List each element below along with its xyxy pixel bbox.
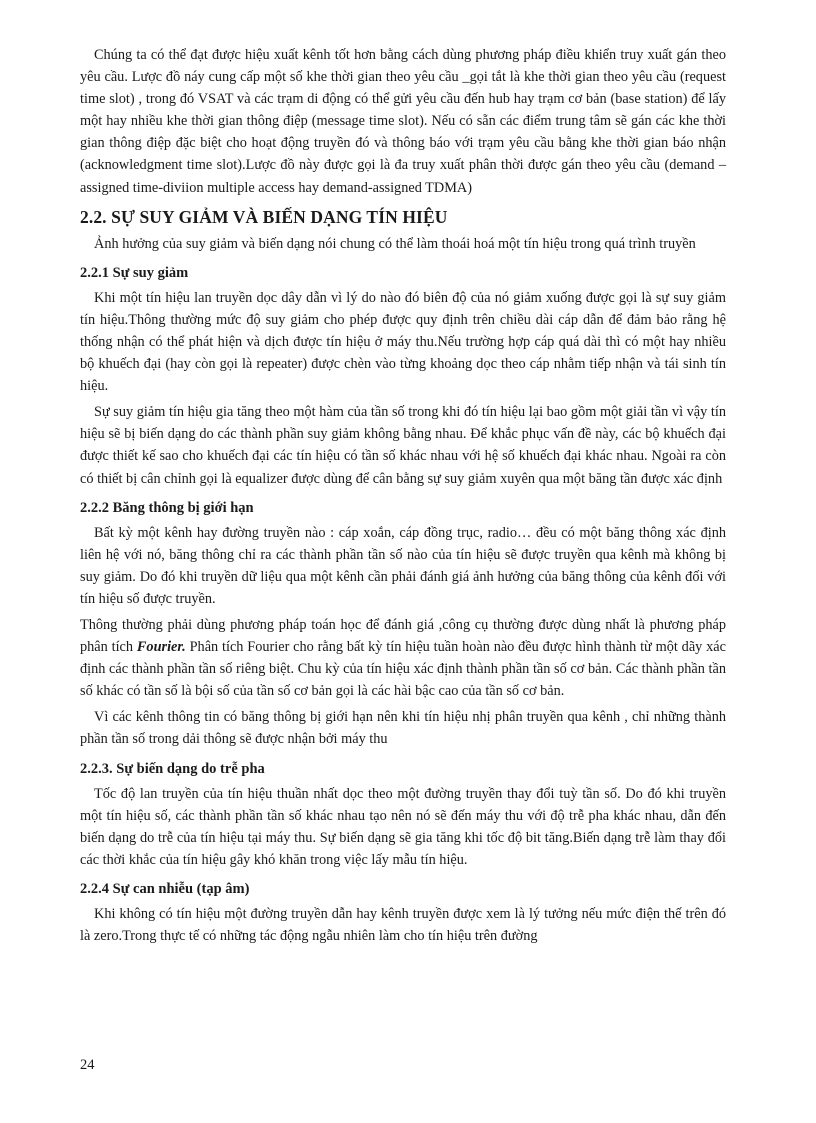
subsection-2-2-4-paragraph: Khi không có tín hiệu một đường truyền dẫn hay kênh truyền được xem là lý tưởng nếu mức điện thế trên đó là zero.Trong thực tế có những tác động ngẫu nhiên làm cho tín hiệu trên đường bbox=[80, 905, 726, 944]
subsection-heading-2-2-1: 2.2.1 Sự suy giảm bbox=[80, 264, 189, 281]
subsection-2-2-1-paragraph-2: Sự suy giảm tín hiệu gia tăng theo một hàm của tần số trong khi đó tín hiệu lại bao gồm một giải tần vì vậy tín hiệu sẽ bị biến dạng do các thành phần suy giảm không bằng nhau. Để khắc phục vấn đề này, các bộ khuếch đại được thiết kế sao cho khuếch đại các tín hiệu có tần số khác nhau với hệ số khuếch đại khác nhau. Ngoài ra còn có thiết bị cân chỉnh gọi là equalizer được dùng để cân bằng sự suy giảm xuyên qua một băng tần được xác định bbox=[80, 404, 726, 487]
fourier-emphasis: Fourier. bbox=[136, 639, 186, 656]
subsection-2-2-2-paragraph-2 bbox=[80, 614, 726, 702]
subsection-2-2-2-paragraph-3: Vì các kênh thông tin có băng thông bị giới hạn nên khi tín hiệu nhị phân truyền qua kênh , chỉ những thành phần tần số trong dải thông sẽ được nhận bởi máy thu bbox=[80, 709, 726, 748]
section-heading-2-2: 2.2. SỰ SUY GIẢM VÀ BIẾN DẠNG TÍN HIỆU bbox=[80, 206, 448, 227]
section-2-2-paragraph: Ảnh hưởng của suy giảm và biến dạng nói chung có thể làm thoái hoá một tín hiệu trong quá trình truyền bbox=[94, 235, 696, 252]
intro-paragraph: Chúng ta có thể đạt được hiệu xuất kênh tốt hơn bằng cách dùng phương pháp điều khiển truy xuất gán theo yêu cầu. Lược đồ náy cung cấp một số khe thời gian theo yêu cầu _gọi tắt là khe thời gian theo yêu cầu (request time slot) , trong đó VSAT và các trạm di động có thể gửi yêu cầu đến hub hay trạm cơ bản (base station) để lấy một hay nhiều khe thời gian thông điệp (message time slot). Nếu có sẵn các điểm trung tâm sẽ gán các khe thời gian thông điệp đặc biệt cho hoạt động truyền đó và thông báo với trạm yêu cầu bằng khe thời gian báo nhận (acknowledgment time slot).Lược đồ này được gọi là đa truy xuất phân thời được gán theo yêu cầu (demand – assigned time-diviion multiple access hay demand-assigned TDMA) bbox=[80, 47, 726, 196]
subsection-heading-2-2-3: 2.2.3. Sự biến dạng do trễ pha bbox=[80, 760, 265, 777]
subsection-heading-2-2-2: 2.2.2 Băng thông bị giới hạn bbox=[80, 499, 254, 516]
subsection-2-2-3-paragraph: Tốc độ lan truyền của tín hiệu thuần nhất dọc theo một đường truyền thay đổi tuỳ tần số. Do đó khi truyền một tín hiệu số, các thành phần tần số khác nhau tạo nên nó sẽ đến máy thu với độ trễ pha khác nhau, dẫn đến biến dạng do trễ của tín hiệu tại máy thu. Sự biến dạng sẽ gia tăng khi tốc độ bit tăng.Biến dạng trễ làm thay đổi các thời khắc của tín hiệu gây khó khăn trong việc lấy mẫu tín hiệu. bbox=[80, 785, 726, 868]
document-page bbox=[80, 44, 726, 947]
subsection-2-2-2-paragraph-1: Bất kỳ một kênh hay đường truyền nào : cáp xoắn, cáp đồng trục, radio… đều có một băng thông xác định liên hệ với nó, băng thông chỉ ra các thành phần tần số nào của tín hiệu sẽ được truyền qua kênh mà không bị suy giảm. Do đó khi truyền dữ liệu qua một kênh cần phải đánh giá ảnh hưởng của băng thông của kênh đối với tín hiệu số được truyền. bbox=[80, 524, 726, 607]
fourier-text-after: Phân tích Fourier cho rằng bất kỳ tín hiệu tuần hoàn nào đều được hình thành từ một dãy xác định các thành phần tần số riêng biệt. Chu kỳ của tín hiệu xác định thành phần tần số cơ bản. Các thành phần tần số khác có tần số là bội số của tần số cơ bản gọi là các hài bậc cao của tần số cơ bản. bbox=[80, 639, 726, 700]
subsection-heading-2-2-4: 2.2.4 Sự can nhiễu (tạp âm) bbox=[80, 880, 250, 897]
subsection-2-2-1-paragraph-1: Khi một tín hiệu lan truyền dọc dây dẫn vì lý do nào đó biên độ của nó giảm xuống được gọi là sự suy giảm tín hiệu.Thông thường mức độ suy giảm cho phép được quy định trên chiều dài cáp dẫn để đảm bảo rằng hệ thống nhận có thể phát hiện và dịch được tín hiệu ở máy thu.Nếu trường hợp cáp quá dài thì có một hay nhiều bộ khuếch đại (hay còn gọi là repeater) được chèn vào từng khoảng dọc theo cáp nhằm tiếp nhận và tái sinh tín hiệu. bbox=[80, 289, 726, 395]
page-number: 24 bbox=[80, 1057, 95, 1073]
fourier-text-before: Thông thường phải dùng phương pháp toán học để đánh giá ,công cụ thường được dùng nhất là phương pháp phân tích bbox=[80, 616, 726, 656]
